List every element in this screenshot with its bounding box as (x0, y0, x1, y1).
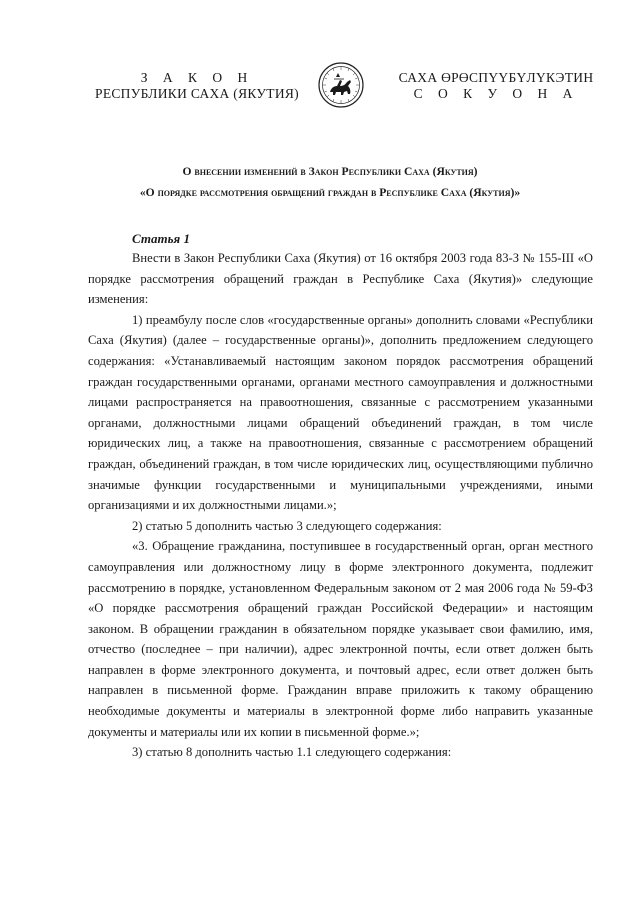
header-right-block (378, 70, 614, 102)
article-body (88, 248, 593, 763)
paragraph-item-2: 2) статью 5 дополнить частью 3 следующего содержания: (132, 518, 442, 533)
document-header (0, 62, 640, 112)
coat-of-arms-emblem-icon (318, 62, 364, 108)
law-title (60, 161, 600, 203)
law-title-line2: «О порядке рассмотрения обращений граждан в Республике Саха (Якутия)» (139, 186, 521, 199)
header-left-line2: РЕСПУБЛИКИ САХА (ЯКУТИЯ) (95, 86, 299, 101)
paragraph-item-1: 1) преамбулу после слов «государственные органы» дополнить словами «Республики Саха (Якутия) (далее – государственные органы)», дополнить предложением следующего содержания: «Устанавливаемый настоящим законом порядок рассмотрения обращений граждан государственными органами, органами местного самоуправления и должностными лицами распространяется на правоотношения, связанные с рассмотрением указанными органами, должностными лицами обращений объединений граждан, в том числе юридических лиц, а также на правоотношения, связанные с рассмотрением обращений граждан, объединений граждан, в том числе юридических лиц, осуществляющими публично значимые функции государственными и муниципальными учреждениями, иными организациями и их должностными лицами.»; (88, 312, 593, 513)
article-heading: Статья 1 (132, 231, 190, 246)
header-left-block (86, 70, 308, 102)
paragraph-item-2-text: «3. Обращение гражданина, поступившее в государственный орган, орган местного самоуправления или должностному лицу в форме электронного документа, подлежит рассмотрению в порядке, установленном Федеральным законом от 2 мая 2006 года № 59-ФЗ «О порядке рассмотрения обращений граждан Российской Федерации» и настоящим законом. В обращении гражданин в обязательном порядке указывает свои фамилию, имя, отчество (последнее – при наличии), адрес электронной почты, если ответ должен быть направлен в форме электронного документа, и почтовый адрес, если ответ должен быть направлен в письменной форме. Гражданин вправе приложить к такому обращению необходимые документы и материалы в электронной форме либо направить указанные документы и материалы или их копии в письменной форме.»; (88, 539, 593, 739)
header-right-line2: С О К У О Н А (413, 86, 579, 101)
paragraph-intro: Внести в Закон Республики Саха (Якутия) от 16 октября 2003 года 83-З № 155-III «О порядке рассмотрения обращений граждан в Республике Саха (Якутия)» следующие изменения: (88, 251, 593, 307)
paragraph-item-3: 3) статью 8 дополнить частью 1.1 следующего содержания: (132, 745, 452, 760)
header-right-line1: САХА ӨРӨСПҮҮБҮЛҮКЭТИН (398, 70, 594, 85)
law-title-line1: О внесении изменений в Закон Республики Саха (Якутия) (182, 165, 478, 178)
header-left-line1: З А К О Н (140, 70, 254, 85)
